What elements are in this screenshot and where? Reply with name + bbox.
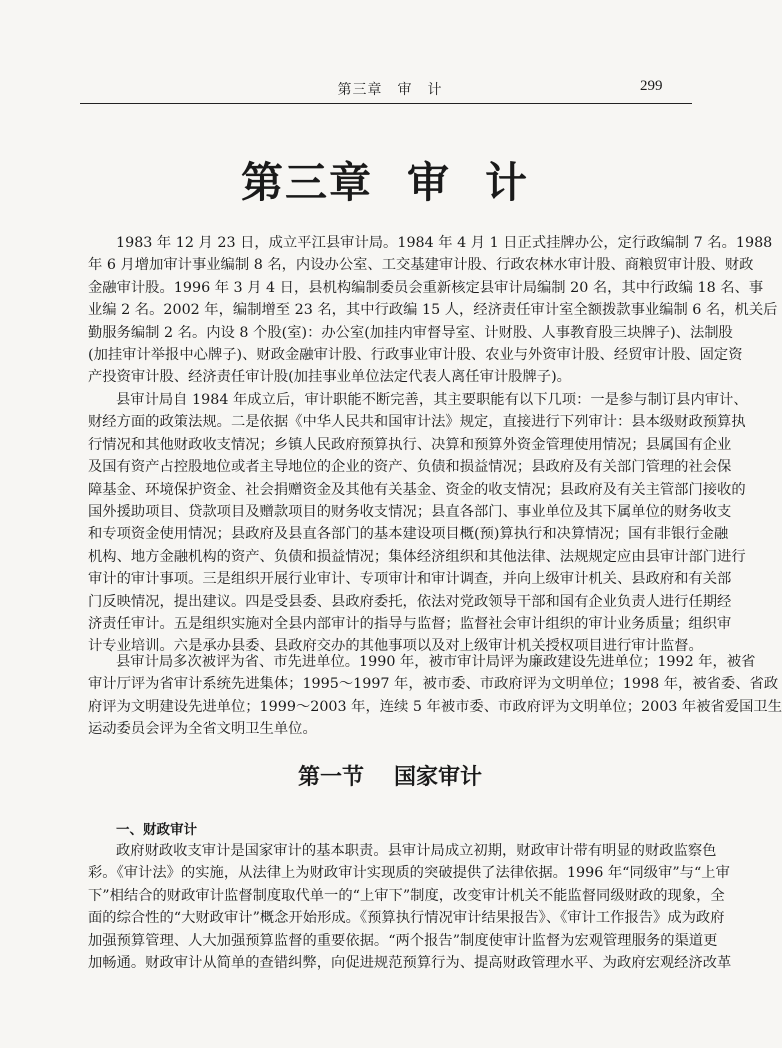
- text-line: 县审计局自 1984 年成立后，审计职能不断完善，其主要职能有以下几项：一是参与制订县内审计、: [116, 392, 748, 408]
- text-line: 审计的审计事项。三是组织开展行业审计、专项审计和审计调查，并向上级审计机关、县政府和有关部: [88, 571, 732, 588]
- text-line: 彩。《审计法》的实施，从法律上为财政审计实现质的突破提供了法律依据。1996 年“同级审”与“上审: [88, 865, 730, 882]
- text-line: 审计厅评为省审计系统先进集体；1995～1997 年，被市委、市政府评为文明单位；1998 年，被省委、省政: [88, 676, 779, 693]
- chapter-title: [0, 150, 770, 210]
- text-line: 勤服务编制 2 名。内设 8 个股(室)：办公室(加挂内审督导室、计财股、人事教育股三块牌子)、法制股: [88, 324, 733, 341]
- paragraph-fiscal-audit: [88, 840, 732, 974]
- text-line: 下”相结合的财政审计监督制度取代单一的“上审下”制度，改变审计机关不能监督同级财政的现象，全: [88, 887, 725, 904]
- text-line: 障基金、环境保护资金、社会捐赠资金及其他有关基金、资金的收支情况；县政府及有关主管部门接收的: [88, 481, 746, 498]
- chapter-title-part: 审: [406, 158, 451, 207]
- text-line: 面的综合性的“大财政审计”概念开始形成。《预算执行情况审计结果报告》、《审计工作报告》成为政府: [88, 910, 725, 927]
- text-line: 政府财政收支审计是国家审计的基本职责。县审计局成立初期，财政审计带有明显的财政监察色: [116, 843, 717, 859]
- running-header-title: 第三章 审 计: [337, 82, 443, 98]
- page-number: 299: [640, 78, 663, 94]
- text-line: 产投资审计股、经济责任审计股(加挂事业单位法定代表人离任审计股牌子)。: [88, 369, 571, 386]
- text-line: 济责任审计。五是组织实施对全县内部审计的指导与监督；监督社会审计组织的审计业务质量；组织审: [88, 615, 732, 632]
- text-line: 业编 2 名。2002 年，编制增至 23 名，其中行政编 15 人，经济责任审计室全额拨款事业编制 6 名，机关后: [88, 302, 778, 319]
- text-line: 财经方面的政策法规。二是依据《中华人民共和国审计法》规定，直接进行下列审计：县本级财政预算执: [88, 414, 746, 431]
- paragraph-honors: [88, 651, 782, 741]
- section-number: 第一节: [297, 765, 364, 790]
- header-rule: [80, 103, 692, 104]
- text-line: 加强预算管理、人大加强预算监督的重要依据。“两个报告”制度使审计监督为宏观管理服务的渠道更: [88, 932, 718, 949]
- text-line: 及国有资产占控股地位或者主导地位的企业的资产、负债和损益情况；县政府及有关部门管理的社会保: [88, 459, 732, 476]
- text-line: 门反映情况，提出建议。四是受县委、县政府委托，依法对党政领导干部和国有企业负责人进行任期经: [88, 593, 732, 610]
- text-line: 1983 年 12 月 23 日，成立平江县审计局。1984 年 4 月 1 日正式挂牌办公，定行政编制 7 名。1988: [116, 235, 773, 251]
- section-heading: [0, 760, 780, 791]
- text-line: 金融审计股。1996 年 3 月 4 日，县机构编制委员会重新核定县审计局编制 20 名，其中行政编 18 名、事: [88, 279, 764, 296]
- text-line: 运动委员会评为全省文明卫生单位。: [88, 721, 317, 738]
- paragraph-functions: [88, 389, 748, 658]
- text-line: 县审计局多次被评为省、市先进单位。1990 年，被市审计局评为廉政建设先进单位；1992 年，被省: [116, 654, 756, 670]
- chapter-title-part: 第三章: [240, 158, 373, 207]
- text-line: 年 6 月增加审计事业编制 8 名，内设办公室、工交基建审计股、行政农林水审计股、商粮贸审计股、财政: [88, 257, 754, 274]
- paragraph-establishment: [88, 232, 778, 389]
- section-title: 国家审计: [394, 765, 483, 790]
- chapter-title-part: 计: [485, 158, 530, 207]
- text-line: 加畅通。财政审计从简单的查错纠弊，向促进规范预算行为、提高财政管理水平、为政府宏观经济改革: [88, 954, 732, 971]
- text-line: 和专项资金使用情况；县政府及县直各部门的基本建设项目概(预)算执行和决算情况；国有非银行金融: [88, 526, 729, 543]
- text-line: (加挂审计举报中心牌子)、财政金融审计股、行政事业审计股、农业与外资审计股、经贸审计股、固定资: [88, 346, 743, 363]
- text-line: 行情况和其他财政收支情况；乡镇人民政府预算执行、决算和预算外资金管理使用情况；县属国有企业: [88, 436, 732, 453]
- text-line: 国外援助项目、贷款项目及赠款项目的财务收支情况；县直各部门、事业单位及其下属单位的财务收支: [88, 503, 732, 520]
- subsection-heading: 一、财政审计: [116, 822, 197, 838]
- text-line: 计专业培训。六是承办县委、县政府交办的其他事项以及对上级审计机关授权项目进行审计监督。: [88, 638, 703, 655]
- text-line: 府评为文明建设先进单位；1999～2003 年，连续 5 年被市委、市政府评为文明单位；2003 年被省爱国卫生: [88, 698, 782, 715]
- text-line: 机构、地方金融机构的资产、负债和损益情况；集体经济组织和其他法律、法规规定应由县审计部门进行: [88, 548, 746, 565]
